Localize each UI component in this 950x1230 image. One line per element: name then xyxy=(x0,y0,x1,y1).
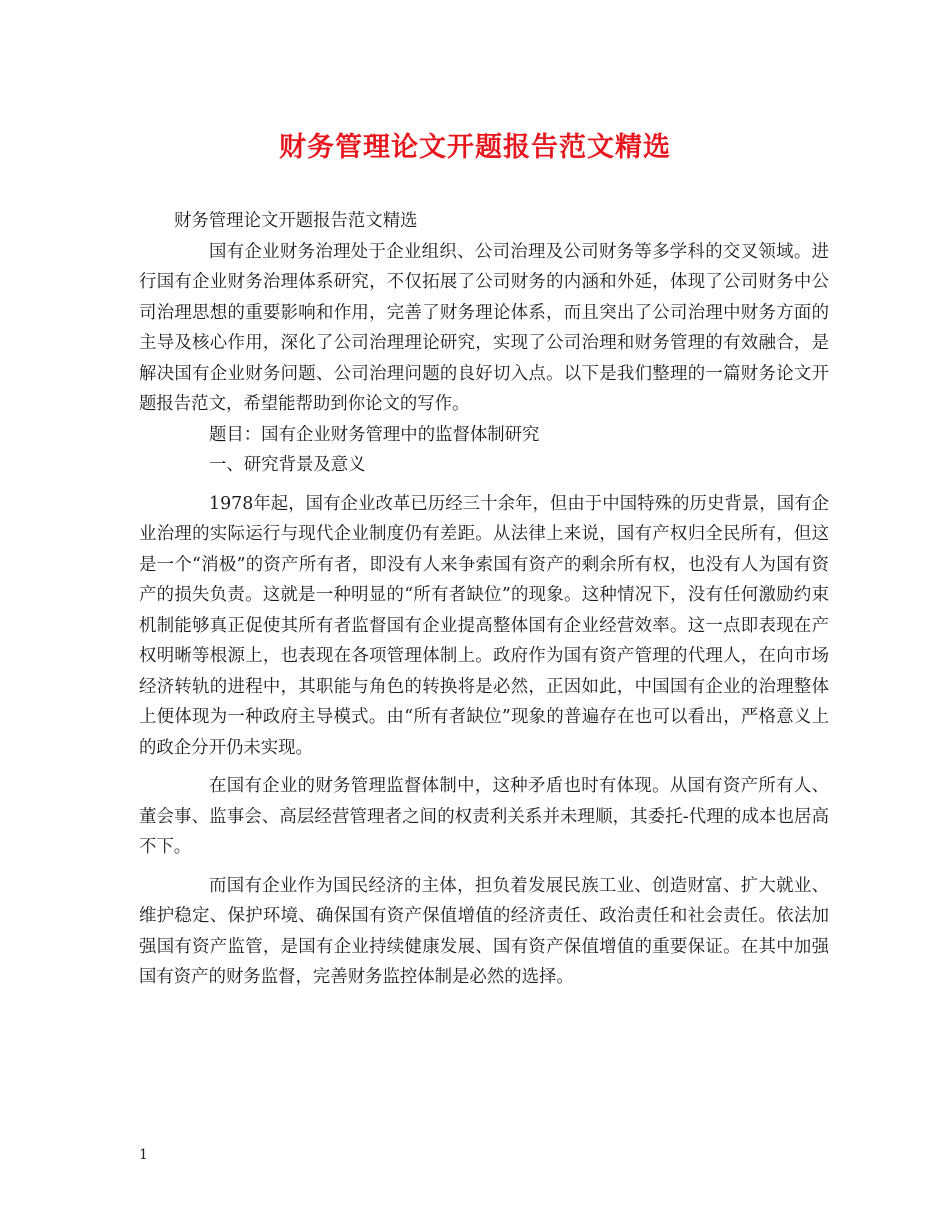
paragraph-topic: 题目：国有企业财务管理中的监督体制研究 xyxy=(209,424,540,445)
document-subtitle: 财务管理论文开题报告范文精选 xyxy=(174,211,418,231)
page-number: 1 xyxy=(139,1147,148,1163)
paragraph-background: 1978年起，国有企业改革已历经三十余年，但由于中国特殊的历史背景，国有企业治理的实际运行与现代企业制度仍有差距。从法律上来说，国有产权归全民所有，但这是一个“消极”的资产所有者，即没有人来争索国有资产的剩余所有权，也没有人为国有资产的损失负责。这就是一种明显的“所有者缺位”的现象。这种情况下，没有任何激励约束机制能够真正促使其所有者监督国有企业提高整体国有企业经营效率。这一点即表现在产权明晰等根源上，也表现在各项管理体制上。政府作为国有资产管理的代理人，在向市场经济转轨的进程中，其职能与角色的转换将是必然，正因如此，中国国有企业的治理整体上便体现为一种政府主导模式。由“所有者缺位”现象的普遍存在也可以看出，严格意义上的政企分开仍未实现。 xyxy=(139,493,829,758)
paragraph-intro: 国有企业财务治理处于企业组织、公司治理及公司财务等多学科的交叉领域。进行国有企业财务治理体系研究，不仅拓展了公司财务的内涵和外延，体现了公司财务中公司治理思想的重要影响和作用，完善了财务理论体系，而且突出了公司治理中财务方面的主导及核心作用，深化了公司治理理论研究，实现了公司治理和财务管理的有效融合，是解决国有企业财务问题、公司治理问题的良好切入点。以下是我们整理的一篇财务论文开题报告范文，希望能帮助到你论文的写作。 xyxy=(139,241,829,414)
document-title: 财务管理论文开题报告范文精选 xyxy=(279,132,671,163)
paragraph-supervision: 在国有企业的财务管理监督体制中，这种矛盾也时有体现。从国有资产所有人、董会事、监事会、高层经营管理者之间的权责利关系并未理顺，其委托-代理的成本也居高不下。 xyxy=(139,776,829,857)
paragraph-responsibility: 而国有企业作为国民经济的主体，担负着发展民族工业、创造财富、扩大就业、维护稳定、保护环境、确保国有资产保值增值的经济责任、政治责任和社会责任。依法加强国有资产监管，是国有企业持续健康发展、国有资产保值增值的重要保证。在其中加强国有资产的财务监督，完善财务监控体制是必然的选择。 xyxy=(139,875,829,987)
document-body xyxy=(139,206,829,993)
section-heading-background: 一、研究背景及意义 xyxy=(209,455,366,475)
